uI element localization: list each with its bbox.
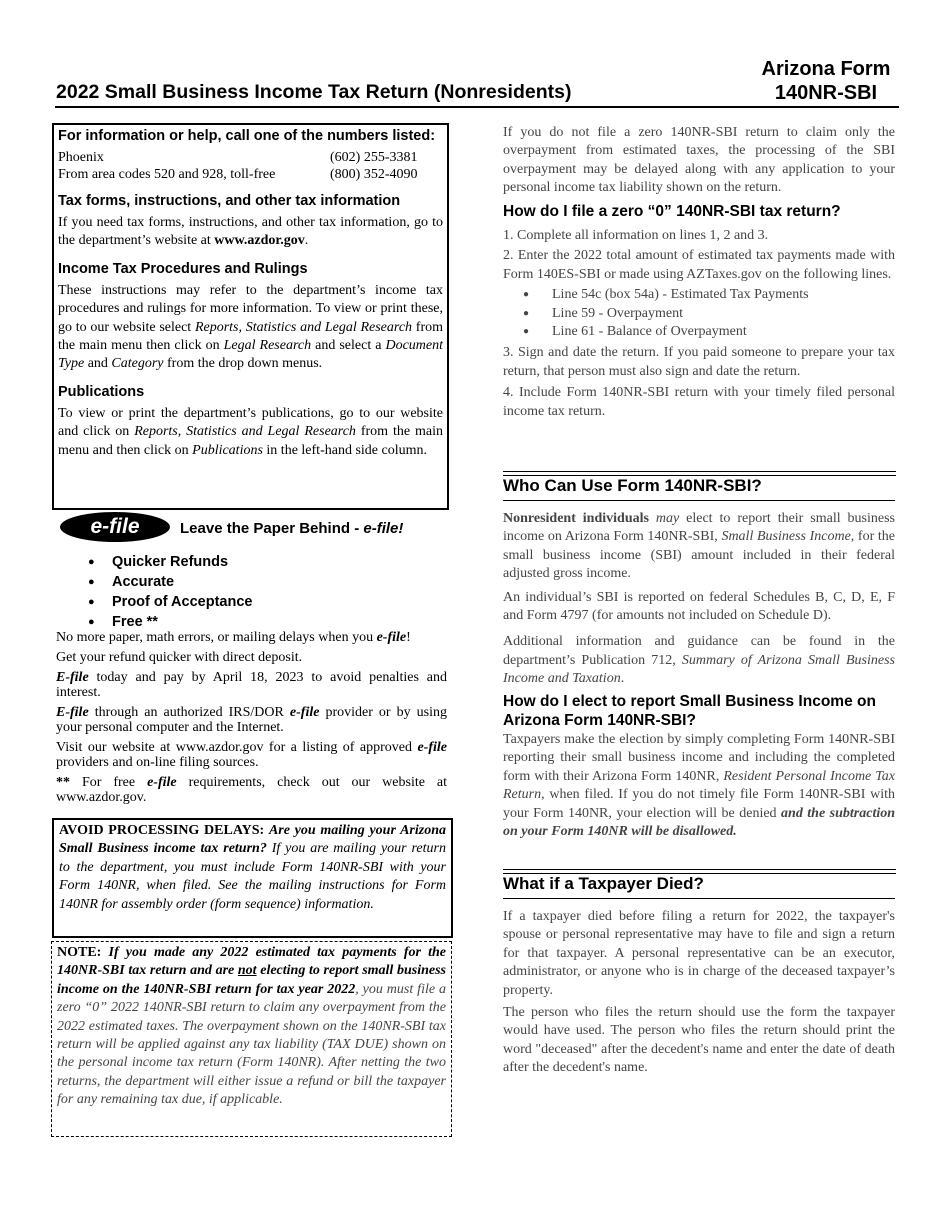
form-number-line1: Arizona Form bbox=[761, 58, 891, 80]
section-heading: How do I elect to report Small Business Income on Arizona Form 140NR-SBI? bbox=[503, 693, 876, 729]
who-heading bbox=[503, 476, 895, 495]
who-section bbox=[503, 510, 895, 689]
died-paragraph: If a taxpayer died before filing a return for 2022, the taxpayer's spouse or personal representative may have to file and sign a return for that taxpayer. A personal representative can be an executor, administrator, or anyone who is in charge of the deceased taxpayer’s property. bbox=[503, 909, 895, 998]
efile-paragraph: E-file today and pay by April 18, 2023 to avoid penalties and interest. bbox=[56, 670, 447, 700]
who-paragraph: Nonresident individuals may elect to report their small business income on Arizona Form 140NR-SBI, Small Business Income, for the small business income (SBI) amount included in their federal adjusted gross income. bbox=[503, 511, 895, 582]
phone-label: Phoenix bbox=[58, 150, 104, 165]
section-text: These instructions may refer to the department’s income tax procedures and rulings for more information. To view or print these, go to our website select Reports, Statistics and Legal Research from the main menu then click on Legal Research and select a Document Type and Category from the drop down menus. bbox=[58, 282, 443, 372]
zero-return-heading bbox=[503, 202, 895, 221]
info-heading: For information or help, call one of the numbers listed: bbox=[58, 128, 436, 144]
list-item: ● Proof of Acceptance bbox=[88, 592, 252, 612]
efile-tagline: Leave the Paper Behind - e-file! bbox=[180, 520, 404, 537]
efile-paragraph: Visit our website at www.azdor.gov for a listing of approved e-file providers and on-line filing sources. bbox=[56, 740, 447, 770]
list-item: ● Line 61 - Balance of Overpayment bbox=[503, 323, 895, 341]
phone-row bbox=[58, 166, 443, 183]
died-section bbox=[503, 908, 895, 1078]
step-4: 4. Include Form 140NR-SBI return with your timely filed personal income tax return. bbox=[503, 385, 895, 419]
section-rule bbox=[503, 898, 895, 899]
phone-row bbox=[58, 149, 443, 166]
form-number bbox=[738, 57, 914, 105]
efile-paragraph: No more paper, math errors, or mailing delays when you e-file! bbox=[56, 630, 411, 645]
efile-banner bbox=[60, 512, 450, 544]
efile-benefits-list bbox=[88, 552, 252, 632]
form-number-line2: 140NR-SBI bbox=[774, 82, 878, 104]
header-rule bbox=[55, 106, 899, 108]
phone-number: (800) 352-4090 bbox=[330, 167, 418, 182]
step-3: 3. Sign and date the return. If you paid someone to prepare your tax return, that person must also sign and date the return. bbox=[503, 345, 895, 379]
section-text: If you need tax forms, instructions, and other tax information, go to the department’s website at www.azdor.gov. bbox=[58, 215, 443, 249]
page-title: 2022 Small Business Income Tax Return (Nonresidents) bbox=[56, 81, 572, 103]
note-box: NOTE: If you made any 2022 estimated tax payments for the 140NR-SBI tax return and are not electing to report small business income on the 140NR-SBI return for tax year 2022, you must file a zero “0” 2022 140NR-SBI return to claim any overpayment from the 2022 estimated taxes. The overpayment shown on the 140NR-SBI tax return will be applied against any tax liability (TAX DUE) shown on the personal income tax return (Form 140NR). After netting the two returns, the department will either issue a refund or bill the taxpayer for any remaining tax due, if applicable. bbox=[51, 941, 452, 1137]
step-2: 2. Enter the 2022 total amount of estimated tax payments made with Form 140ES-SBI or made using AZTaxes.gov on the following lines. bbox=[503, 248, 895, 282]
section-rule bbox=[503, 500, 895, 501]
died-heading bbox=[503, 874, 895, 893]
section-heading: Publications bbox=[58, 383, 145, 400]
lines-list bbox=[503, 286, 895, 341]
died-paragraph: The person who files the return should use the form the taxpayer would have used. The person who files the return should print the word "deceased" after the decedent's name and enter the date of death after the decedent's name. bbox=[503, 1005, 895, 1076]
who-paragraph: Additional information and guidance can be found in the department’s Publication 712, Summary of Arizona Small Business Income and Taxation. bbox=[503, 634, 895, 687]
elect-heading bbox=[503, 692, 895, 730]
phone-number: (602) 255-3381 bbox=[330, 150, 418, 165]
list-item: ● Line 54c (box 54a) - Estimated Tax Payments bbox=[503, 286, 895, 304]
section-heading: What if a Taxpayer Died? bbox=[503, 874, 704, 893]
efile-paragraphs bbox=[56, 630, 447, 810]
section-heading: Who Can Use Form 140NR-SBI? bbox=[503, 476, 762, 495]
phone-label: From area codes 520 and 928, toll-free bbox=[58, 167, 276, 182]
intro-paragraph: If you do not file a zero 140NR-SBI return to claim only the overpayment from estimated taxes, the processing of the SBI overpayment may be delayed along with any application to your personal income tax liability shown on the return. bbox=[503, 125, 895, 196]
info-box bbox=[52, 123, 449, 510]
efile-paragraph: ** For free e-file requirements, check out our website at www.azdor.gov. bbox=[56, 775, 447, 805]
elect-paragraph: Taxpayers make the election by simply completing Form 140NR-SBI reporting their small business income and including the completed form with their Arizona Form 140NR, Resident Personal Income Tax Return, when filed. If you do not timely file Form 140NR-SBI with your Form 140NR, your election will be denied and the subtraction on your Form 140NR will be disallowed. bbox=[503, 732, 896, 840]
list-item: ● Line 59 - Overpayment bbox=[503, 305, 895, 323]
section-text: To view or print the department’s publications, go to our website and click on Reports, Statistics and Legal Research from the main menu and then click on Publications in the left-hand side column. bbox=[58, 405, 444, 458]
section-heading: Tax forms, instructions, and other tax information bbox=[58, 193, 401, 209]
list-item: ● Quicker Refunds bbox=[88, 552, 252, 572]
section-heading: Income Tax Procedures and Rulings bbox=[58, 260, 308, 277]
efile-paragraph: Get your refund quicker with direct deposit. bbox=[56, 650, 303, 665]
step-1: 1. Complete all information on lines 1, 2 and 3. bbox=[503, 228, 769, 243]
efile-paragraph: E-file through an authorized IRS/DOR e-file provider or by using your personal computer and the Internet. bbox=[56, 705, 447, 735]
zero-return-steps bbox=[503, 227, 895, 421]
phone-list bbox=[58, 149, 443, 183]
efile-logo: e-file bbox=[60, 512, 170, 542]
list-item: ● Accurate bbox=[88, 572, 252, 592]
who-paragraph: An individual’s SBI is reported on federal Schedules B, C, D, E, F and Form 4797 (for amounts not included on Schedule D). bbox=[503, 589, 895, 624]
avoid-delays-box: AVOID PROCESSING DELAYS: Are you mailing your Arizona Small Business income tax return? If you are mailing your return to the department, you must include Form 140NR-SBI with your Form 140NR, when filed. See the mailing instructions for Form 140NR for assembly order (form sequence) information. bbox=[52, 818, 453, 938]
list-item: ● Free ** bbox=[88, 612, 252, 632]
section-heading: How do I file a zero “0” 140NR-SBI tax return? bbox=[503, 203, 841, 220]
